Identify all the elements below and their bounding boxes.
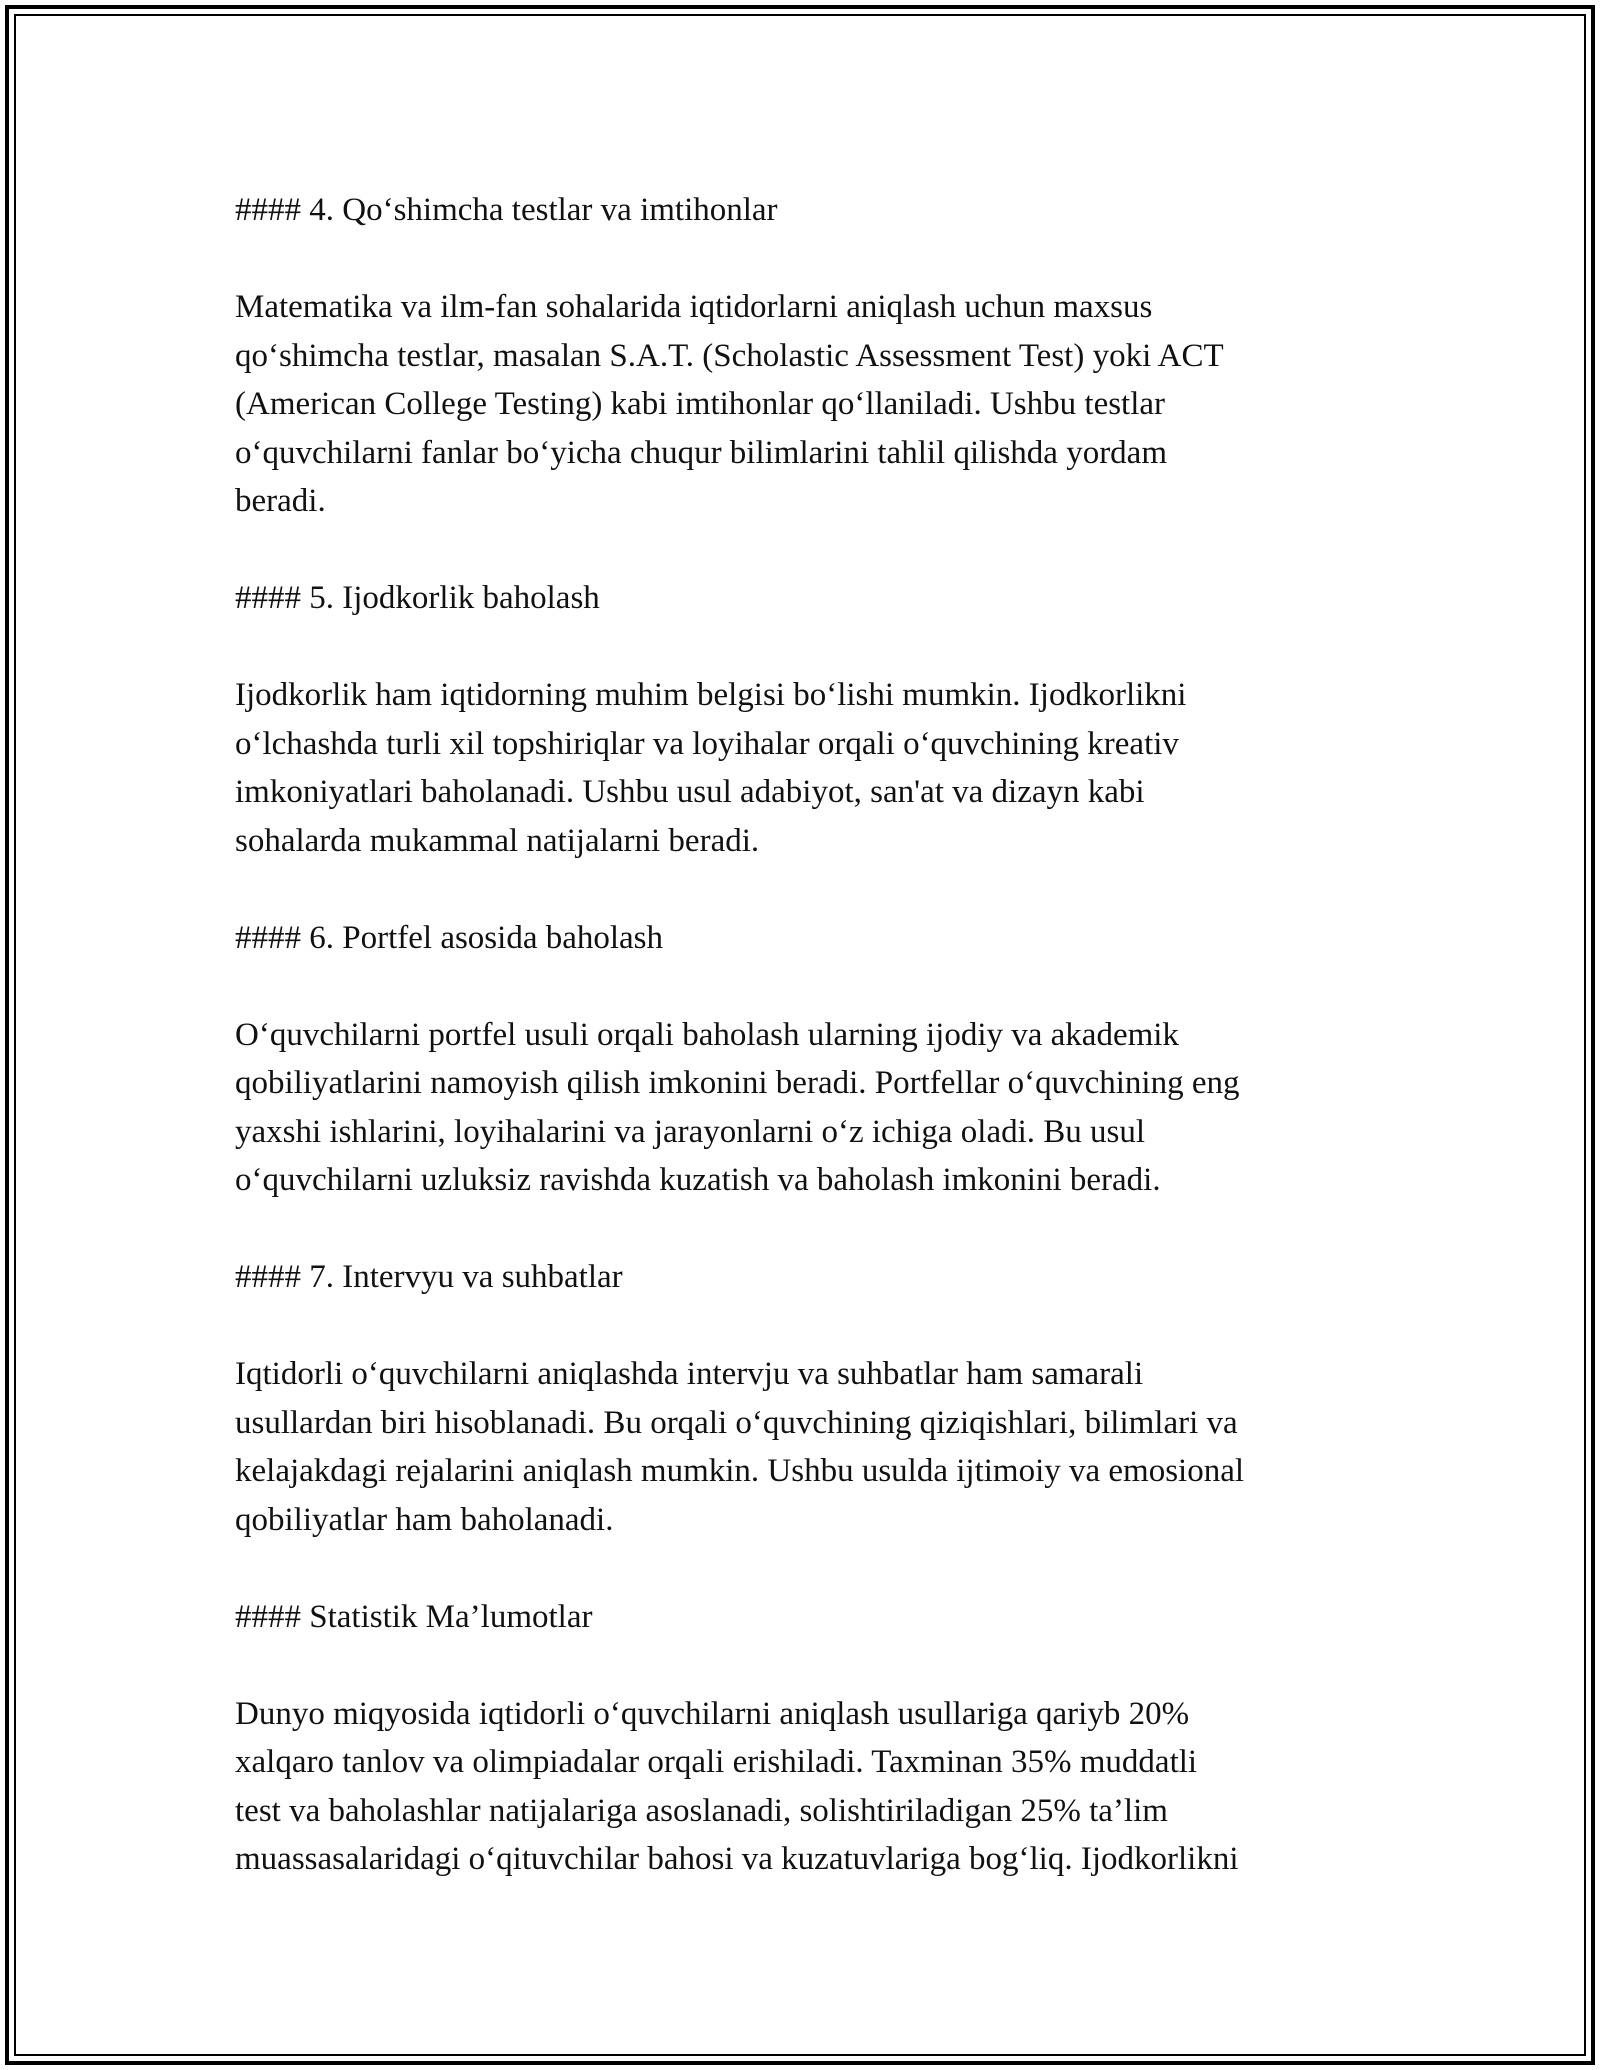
text-line: imkoniyatlari baholanadi. Ushbu usul adabiyot, san'at va dizayn kabi [235,774,1145,810]
text-line: o‘quvchilarni fanlar bo‘yicha chuqur bilimlarini tahlil qilishda yordam [235,434,1167,471]
text-line: qobiliyatlar ham baholanadi. [235,1501,614,1538]
text-line: xalqaro tanlov va olimpiadalar orqali erishiladi. Taxminan 35% muddatli [235,1744,1198,1780]
text-line: o‘quvchilarni uzluksiz ravishda kuzatish va baholash imkonini beradi. [235,1162,1161,1198]
section-heading-statistics: #### Statistik Ma’lumotlar [235,1598,593,1635]
text-line: qobiliyatlarini namoyish qilish imkonini beradi. Portfellar o‘quvchining eng [235,1065,1240,1101]
text-line: Dunyo miqyosida iqtidorli o‘quvchilarni aniqlash usullariga qariyb 20% [235,1695,1190,1732]
section-paragraph-7 [235,1350,1365,1544]
text-line: o‘lchashda turli xil topshiriqlar va loyihalar orqali o‘quvchining kreativ [235,725,1179,762]
text-line: yaxshi ishlarini, loyihalarini va jarayonlarni o‘z ichiga oladi. Bu usul [235,1113,1146,1150]
text-line: (American College Testing) kabi imtihonlar qo‘llaniladi. Ushbu testlar [235,386,1166,422]
document-body [235,186,1365,1932]
section-heading-4: #### 4. Qo‘shimcha testlar va imtihonlar [235,192,778,228]
text-line: Ijodkorlik ham iqtidorning muhim belgisi bo‘lishi mumkin. Ijodkorlikni [235,677,1187,713]
text-line: beradi. [235,483,326,519]
text-line: Matematika va ilm-fan sohalarida iqtidorlarni aniqlash uchun maxsus [235,289,1153,325]
section-paragraph-5 [235,671,1365,865]
text-line: kelajakdagi rejalarini aniqlash mumkin. Ushbu usulda ijtimoiy va emosional [235,1453,1245,1489]
section-heading-5: #### 5. Ijodkorlik baholash [235,580,600,616]
text-line: sohalarda mukammal natijalarni beradi. [235,822,760,859]
section-heading-6: #### 6. Portfel asosida baholash [235,919,664,956]
text-line: Iqtidorli o‘quvchilarni aniqlashda intervju va suhbatlar ham samarali [235,1356,1144,1392]
section-paragraph-4 [235,283,1365,526]
section-heading-7: #### 7. Intervyu va suhbatlar [235,1259,623,1295]
section-paragraph-6 [235,1011,1365,1205]
text-line: test va baholashlar natijalariga asoslanadi, solishtiriladigan 25% ta’lim [235,1792,1168,1829]
text-line: qo‘shimcha testlar, masalan S.A.T. (Scholastic Assessment Test) yoki ACT [235,337,1224,374]
text-line: O‘quvchilarni portfel usuli orqali baholash ularning ijodiy va akademik [235,1016,1179,1053]
text-line: muassasalaridagi o‘qituvchilar bahosi va kuzatuvlariga bog‘liq. Ijodkorlikni [235,1841,1239,1877]
section-paragraph-statistics [235,1690,1365,1884]
text-line: usullardan biri hisoblanadi. Bu orqali o‘quvchining qiziqishlari, bilimlari va [235,1404,1238,1441]
